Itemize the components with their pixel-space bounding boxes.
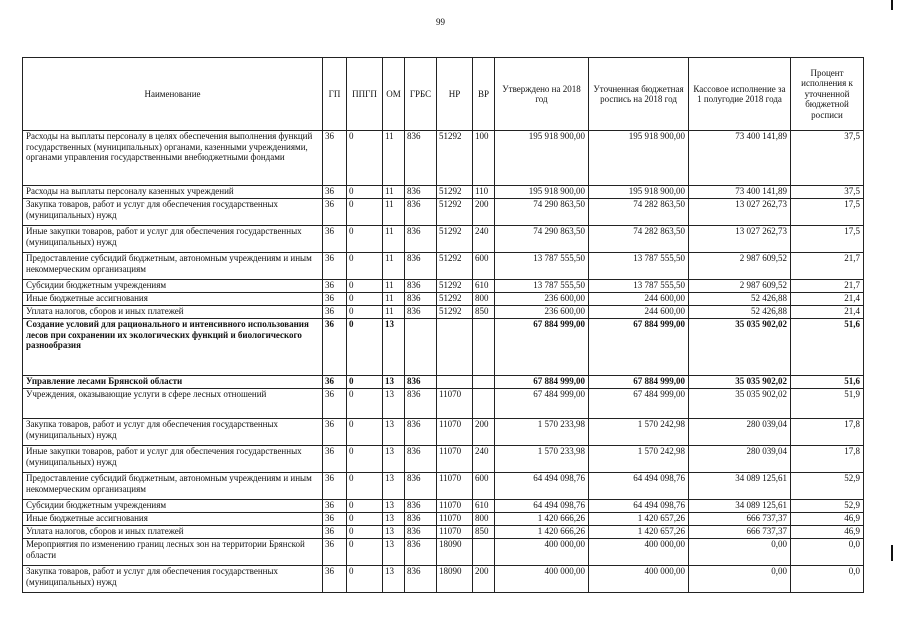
row-ppgp: 0: [347, 253, 383, 280]
header-name: Наименование: [23, 58, 323, 131]
row-ppgp: 0: [347, 131, 383, 186]
row-grbs: 836: [405, 376, 437, 389]
row-om: 11: [383, 253, 405, 280]
row-ppgp: 0: [347, 280, 383, 293]
row-grbs: 836: [405, 306, 437, 319]
row-ppgp: 0: [347, 419, 383, 446]
table-row: [23, 280, 864, 293]
row-refined: 74 282 863,50: [589, 199, 689, 226]
row-grbs: 836: [405, 419, 437, 446]
row-gp: 36: [323, 226, 347, 253]
page-number: 99: [436, 17, 445, 27]
row-ppgp: 0: [347, 306, 383, 319]
row-approved: 195 918 900,00: [495, 131, 589, 186]
row-om: 11: [383, 199, 405, 226]
row-vr: 100: [473, 131, 495, 186]
row-refined: 400 000,00: [589, 539, 689, 566]
row-vr: 850: [473, 306, 495, 319]
row-nr: 11070: [437, 500, 473, 513]
row-nr: 11070: [437, 473, 473, 500]
row-ppgp: 0: [347, 473, 383, 500]
row-name: Мероприятия по изменению границ лесных зон на территории Брянской области: [23, 539, 323, 566]
row-ppgp: 0: [347, 566, 383, 593]
row-grbs: 836: [405, 280, 437, 293]
row-nr: 51292: [437, 199, 473, 226]
row-name: Иные закупки товаров, работ и услуг для обеспечения государственных (муниципальных) нужд: [23, 446, 323, 473]
row-approved: 236 600,00: [495, 306, 589, 319]
row-gp: 36: [323, 199, 347, 226]
table-row: [23, 566, 864, 593]
row-vr: 610: [473, 280, 495, 293]
row-cash: 34 089 125,61: [689, 473, 791, 500]
row-om: 11: [383, 226, 405, 253]
row-approved: 1 420 666,26: [495, 526, 589, 539]
row-nr: 51292: [437, 306, 473, 319]
header-nr: НР: [437, 58, 473, 131]
table-row: [23, 446, 864, 473]
row-name: Субсидии бюджетным учреждениям: [23, 500, 323, 513]
row-gp: 36: [323, 446, 347, 473]
row-om: 11: [383, 306, 405, 319]
row-grbs: 836: [405, 513, 437, 526]
row-om: 11: [383, 131, 405, 186]
row-grbs: 836: [405, 293, 437, 306]
row-nr: 11070: [437, 419, 473, 446]
row-om: 13: [383, 473, 405, 500]
row-gp: 36: [323, 280, 347, 293]
row-refined: 1 570 242,98: [589, 446, 689, 473]
row-om: 13: [383, 376, 405, 389]
row-nr: 11070: [437, 389, 473, 419]
table-row: [23, 253, 864, 280]
row-percent: 51,6: [791, 376, 864, 389]
row-gp: 36: [323, 389, 347, 419]
row-nr: 51292: [437, 226, 473, 253]
row-nr: 51292: [437, 131, 473, 186]
row-refined: 67 884 999,00: [589, 376, 689, 389]
row-percent: 52,9: [791, 500, 864, 513]
row-om: 13: [383, 566, 405, 593]
row-cash: 35 035 902,02: [689, 376, 791, 389]
row-nr: 51292: [437, 293, 473, 306]
row-approved: 1 570 233,98: [495, 446, 589, 473]
row-ppgp: 0: [347, 226, 383, 253]
row-vr: 800: [473, 293, 495, 306]
row-percent: 46,9: [791, 513, 864, 526]
row-vr: 610: [473, 500, 495, 513]
row-approved: 400 000,00: [495, 566, 589, 593]
row-cash: 34 089 125,61: [689, 500, 791, 513]
row-refined: 64 494 098,76: [589, 500, 689, 513]
row-gp: 36: [323, 253, 347, 280]
row-om: 13: [383, 513, 405, 526]
row-ppgp: 0: [347, 446, 383, 473]
table-row: [23, 389, 864, 419]
row-nr: 11070: [437, 446, 473, 473]
row-grbs: 836: [405, 226, 437, 253]
header-cash: Кассовое исполнение за 1 полугодие 2018 года: [689, 58, 791, 131]
row-om: 13: [383, 500, 405, 513]
row-refined: 1 420 657,26: [589, 513, 689, 526]
row-vr: 600: [473, 253, 495, 280]
header-approved: Утверждено на 2018 год: [495, 58, 589, 131]
row-refined: 195 918 900,00: [589, 186, 689, 199]
row-name: Уплата налогов, сборов и иных платежей: [23, 526, 323, 539]
row-om: 13: [383, 446, 405, 473]
row-refined: 67 884 999,00: [589, 319, 689, 376]
row-name: Управление лесами Брянской области: [23, 376, 323, 389]
row-om: 11: [383, 280, 405, 293]
table-row: [23, 539, 864, 566]
row-percent: 21,7: [791, 280, 864, 293]
row-refined: 64 494 098,76: [589, 473, 689, 500]
row-grbs: 836: [405, 526, 437, 539]
row-refined: 67 484 999,00: [589, 389, 689, 419]
row-approved: 1 570 233,98: [495, 419, 589, 446]
row-approved: 236 600,00: [495, 293, 589, 306]
row-gp: 36: [323, 376, 347, 389]
table-row: [23, 319, 864, 376]
row-refined: 1 570 242,98: [589, 419, 689, 446]
row-vr: 800: [473, 513, 495, 526]
row-ppgp: 0: [347, 293, 383, 306]
row-nr: [437, 376, 473, 389]
row-gp: 36: [323, 513, 347, 526]
row-grbs: 836: [405, 253, 437, 280]
row-cash: 13 027 262,73: [689, 199, 791, 226]
row-gp: 36: [323, 500, 347, 513]
row-nr: 18090: [437, 539, 473, 566]
row-name: Создание условий для рационального и интенсивного использования лесов при сохранении их экологических функций и биологического разнообразия: [23, 319, 323, 376]
row-percent: 51,9: [791, 389, 864, 419]
margin-mark: [891, 0, 893, 10]
row-approved: 195 918 900,00: [495, 186, 589, 199]
row-cash: 73 400 141,89: [689, 131, 791, 186]
row-name: Расходы на выплаты персоналу в целях обеспечения выполнения функций государственных (муниципальных) органами, казенными учреждениями, органами управления государственными внебюджетными фондами: [23, 131, 323, 186]
row-percent: 52,9: [791, 473, 864, 500]
row-om: 13: [383, 419, 405, 446]
row-om: 13: [383, 389, 405, 419]
row-approved: 74 290 863,50: [495, 226, 589, 253]
row-percent: 21,7: [791, 253, 864, 280]
row-approved: 67 484 999,00: [495, 389, 589, 419]
header-ppgp: ППГП: [347, 58, 383, 131]
row-vr: [473, 376, 495, 389]
table-row: [23, 376, 864, 389]
row-nr: 51292: [437, 280, 473, 293]
table-body: [23, 131, 864, 593]
row-gp: 36: [323, 539, 347, 566]
row-vr: 240: [473, 446, 495, 473]
row-vr: 850: [473, 526, 495, 539]
table-row: [23, 306, 864, 319]
row-percent: 0,0: [791, 539, 864, 566]
row-name: Закупка товаров, работ и услуг для обеспечения государственных (муниципальных) нужд: [23, 566, 323, 593]
header-om: ОМ: [383, 58, 405, 131]
row-approved: 400 000,00: [495, 539, 589, 566]
row-percent: 46,9: [791, 526, 864, 539]
row-gp: 36: [323, 306, 347, 319]
margin-mark: [891, 545, 893, 561]
row-approved: 1 420 666,26: [495, 513, 589, 526]
row-grbs: 836: [405, 500, 437, 513]
row-vr: [473, 539, 495, 566]
row-nr: 18090: [437, 566, 473, 593]
row-ppgp: 0: [347, 186, 383, 199]
row-grbs: 836: [405, 566, 437, 593]
row-vr: 240: [473, 226, 495, 253]
table-row: [23, 473, 864, 500]
row-refined: 244 600,00: [589, 293, 689, 306]
row-percent: 17,5: [791, 199, 864, 226]
row-vr: 200: [473, 199, 495, 226]
row-grbs: 836: [405, 389, 437, 419]
row-ppgp: 0: [347, 376, 383, 389]
row-ppgp: 0: [347, 389, 383, 419]
table-header-row: [23, 58, 864, 131]
header-gp: ГП: [323, 58, 347, 131]
row-grbs: 836: [405, 199, 437, 226]
row-approved: 13 787 555,50: [495, 280, 589, 293]
row-grbs: [405, 319, 437, 376]
budget-table: [22, 57, 864, 593]
header-refined: Уточненная бюджетная роспись на 2018 год: [589, 58, 689, 131]
row-approved: 13 787 555,50: [495, 253, 589, 280]
row-cash: 35 035 902,02: [689, 389, 791, 419]
row-cash: 13 027 262,73: [689, 226, 791, 253]
row-grbs: 836: [405, 186, 437, 199]
row-gp: 36: [323, 131, 347, 186]
row-approved: 64 494 098,76: [495, 473, 589, 500]
table-row: [23, 199, 864, 226]
row-cash: 73 400 141,89: [689, 186, 791, 199]
row-cash: 666 737,37: [689, 526, 791, 539]
row-percent: 37,5: [791, 186, 864, 199]
row-cash: 2 987 609,52: [689, 280, 791, 293]
row-gp: 36: [323, 526, 347, 539]
row-grbs: 836: [405, 446, 437, 473]
row-vr: 600: [473, 473, 495, 500]
row-name: Закупка товаров, работ и услуг для обеспечения государственных (муниципальных) нужд: [23, 419, 323, 446]
row-cash: 2 987 609,52: [689, 253, 791, 280]
row-om: 13: [383, 539, 405, 566]
row-gp: 36: [323, 473, 347, 500]
header-vr: ВР: [473, 58, 495, 131]
row-nr: 11070: [437, 526, 473, 539]
row-name: Закупка товаров, работ и услуг для обеспечения государственных (муниципальных) нужд: [23, 199, 323, 226]
row-name: Иные закупки товаров, работ и услуг для обеспечения государственных (муниципальных) нужд: [23, 226, 323, 253]
row-nr: [437, 319, 473, 376]
row-vr: 110: [473, 186, 495, 199]
row-name: Предоставление субсидий бюджетным, автономным учреждениям и иным некоммерческим организациям: [23, 473, 323, 500]
row-grbs: 836: [405, 539, 437, 566]
row-gp: 36: [323, 419, 347, 446]
row-approved: 64 494 098,76: [495, 500, 589, 513]
row-percent: 0,0: [791, 566, 864, 593]
row-refined: 400 000,00: [589, 566, 689, 593]
table-row: [23, 500, 864, 513]
row-refined: 13 787 555,50: [589, 253, 689, 280]
row-cash: 52 426,88: [689, 293, 791, 306]
table-row: [23, 186, 864, 199]
row-nr: 51292: [437, 253, 473, 280]
row-refined: 13 787 555,50: [589, 280, 689, 293]
row-vr: 200: [473, 419, 495, 446]
row-cash: 0,00: [689, 566, 791, 593]
table-row: [23, 419, 864, 446]
row-percent: 21,4: [791, 293, 864, 306]
row-percent: 51,6: [791, 319, 864, 376]
row-name: Расходы на выплаты персоналу казенных учреждений: [23, 186, 323, 199]
row-ppgp: 0: [347, 500, 383, 513]
row-name: Предоставление субсидий бюджетным, автономным учреждениям и иным некоммерческим организациям: [23, 253, 323, 280]
row-ppgp: 0: [347, 199, 383, 226]
row-nr: 11070: [437, 513, 473, 526]
row-percent: 21,4: [791, 306, 864, 319]
row-grbs: 836: [405, 473, 437, 500]
row-gp: 36: [323, 319, 347, 376]
row-name: Субсидии бюджетным учреждениям: [23, 280, 323, 293]
row-cash: 35 035 902,02: [689, 319, 791, 376]
row-om: 13: [383, 319, 405, 376]
row-percent: 17,5: [791, 226, 864, 253]
row-grbs: 836: [405, 131, 437, 186]
row-approved: 67 884 999,00: [495, 319, 589, 376]
row-percent: 37,5: [791, 131, 864, 186]
row-refined: 195 918 900,00: [589, 131, 689, 186]
row-gp: 36: [323, 293, 347, 306]
table-row: [23, 226, 864, 253]
header-grbs: ГРБС: [405, 58, 437, 131]
row-name: Уплата налогов, сборов и иных платежей: [23, 306, 323, 319]
row-name: Учреждения, оказывающие услуги в сфере лесных отношений: [23, 389, 323, 419]
row-cash: 280 039,04: [689, 446, 791, 473]
row-ppgp: 0: [347, 526, 383, 539]
row-nr: 51292: [437, 186, 473, 199]
row-refined: 74 282 863,50: [589, 226, 689, 253]
row-cash: 0,00: [689, 539, 791, 566]
row-ppgp: 0: [347, 319, 383, 376]
row-approved: 74 290 863,50: [495, 199, 589, 226]
row-om: 13: [383, 526, 405, 539]
row-vr: [473, 389, 495, 419]
row-om: 11: [383, 186, 405, 199]
row-percent: 17,8: [791, 419, 864, 446]
row-refined: 1 420 657,26: [589, 526, 689, 539]
row-vr: [473, 319, 495, 376]
header-percent: Процент исполнения к уточненной бюджетной росписи: [791, 58, 864, 131]
row-ppgp: 0: [347, 513, 383, 526]
row-cash: 52 426,88: [689, 306, 791, 319]
row-refined: 244 600,00: [589, 306, 689, 319]
row-approved: 67 884 999,00: [495, 376, 589, 389]
row-name: Иные бюджетные ассигнования: [23, 513, 323, 526]
row-gp: 36: [323, 186, 347, 199]
table-row: [23, 513, 864, 526]
row-ppgp: 0: [347, 539, 383, 566]
table-row: [23, 131, 864, 186]
row-om: 11: [383, 293, 405, 306]
row-name: Иные бюджетные ассигнования: [23, 293, 323, 306]
row-cash: 280 039,04: [689, 419, 791, 446]
row-gp: 36: [323, 566, 347, 593]
row-percent: 17,8: [791, 446, 864, 473]
table-row: [23, 526, 864, 539]
table-row: [23, 293, 864, 306]
row-cash: 666 737,37: [689, 513, 791, 526]
row-vr: 200: [473, 566, 495, 593]
